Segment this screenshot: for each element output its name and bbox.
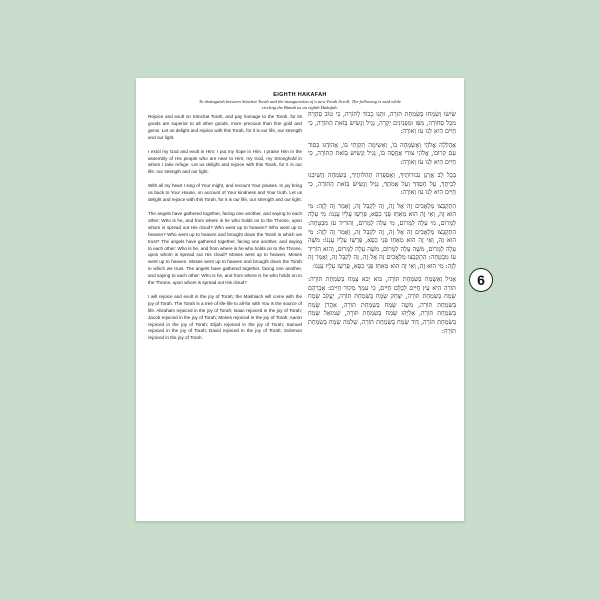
hebrew-paragraph: אֲהַלְלָה אֱלֹהַי וְאֶשְׂמְחָה בוֹ, וְאָשִׂימָה תִקְוָתִי בּוֹ, אֲהוֹדֶנּוּ בְּסוֹד עַם קְרוֹבוֹ, אֱלֹהֵי צוּרִי אֶחֱסֶה בּוֹ, נָגִיל וְנָשִׂישׂ בְּזֹאת הַתּוֹרָה, כִּי חַיִּים הִיא לָנוּ עֹז וְאוֹרָה: (308, 141, 456, 166)
page-title: EIGHTH HAKAFAH (273, 92, 327, 98)
english-paragraph: The angels have gathered together, facing one another, and saying to each other: Who is he, and from where is he who holds on to the Throne, upon whom is spread out His cloud? Who went up to heaven? Who went up to heaven? Who went up to heaven and brought down the Torah in which we trust? The angels have gathered together, facing one another, and saying to each other: Who is he, and from where is he who holds on to the Throne, upon whom is spread out His cloud? Moses went up to heaven, Moses went up to heaven. Moses went up to heaven and brought down the Torah in which we trust. The angels have gathered together, facing one another, and saying to each other: Who is he, and from where is he who holds on to the Throne, upon whom is spread out His cloud? (148, 210, 302, 286)
english-paragraph: With all my heart I sing of Your might, and recount Your praises. In joy bring us back to Your House, on account of Your kindness and Your truth. Let us delight and rejoice with this Torah, for it is our life, our strength and our light. (148, 183, 302, 203)
hebrew-paragraph: בְּכָל לֵב אֲרַנֵּן גְּבוּרוֹתֶיךָ, וַאֲסַפְּרָה תְהִלּוֹתֶיךָ, בְּשִׂמְחָה הֲשִׁיבֵנוּ לְבֵיתֶךָ, עַל חַסְדְּךָ וְעַל אֲמִתֶּךָ, נָגִיל וְנָשִׂישׂ בְּזֹאת הַתּוֹרָה, כִּי חַיִּים הִיא לָנוּ עֹז וְאוֹרָה: (308, 172, 456, 197)
page-number-badge: 6 (469, 268, 493, 292)
hebrew-paragraph: אָגִיל וְאֶשְׂמַח בְּשִׂמְחַת תּוֹרָה, בּוֹא יָבֹא צֶמַח בְּשִׂמְחַת תּוֹרָה: תּוֹרָה הִיא עֵץ חַיִּים לְכֻלָּם חַיִּים, כִּי עִמְּךָ מְקוֹר חַיִּים: אַבְרָהָם שָׂמַח בְּשִׂמְחַת תּוֹרָה, יִצְחָק שָׂמַח בְּשִׂמְחַת תּוֹרָה, יַעֲקֹב שָׂמַח בְּשִׂמְחַת תּוֹרָה, מֹשֶׁה שָׂמַח בְּשִׂמְחַת תּוֹרָה, אַהֲרֹן שָׂמַח בְּשִׂמְחַת תּוֹרָה, אֵלִיָּהוּ שָׂמַח בְּשִׂמְחַת תּוֹרָה, שְׁמוּאֵל שָׂמַח בְּשִׂמְחַת תּוֹרָה, דָּוִד שָׂמַח בְּשִׂמְחַת תּוֹרָה, שְׁלֹמֹה שָׂמַח בְּשִׂמְחַת תּוֹרָה: (308, 276, 456, 335)
hebrew-paragraph: הִתְקַבְּצוּ מַלְאָכִים זֶה אֶל זֶה, זֶה לְקַבֵּל זֶה, וְאָמַר זֶה לָזֶה: מִי הוּא זֶה, וְאֵי זֶה הוּא מְאַחֵז פְּנֵי כִסֵּא, פַּרְשֵׁז עָלָיו עֲנָנוֹ: מִי עָלָה לַמָּרוֹם, מִי עָלָה לַמָּרוֹם, מִי עָלָה לַמָּרוֹם, וְהוֹרִיד עֹז מִבְטָחָה: הִתְקַבְּצוּ מַלְאָכִים זֶה אֶל זֶה, זֶה לְקַבֵּל זֶה, וְאָמַר זֶה לָזֶה: מִי הוּא זֶה, וְאֵי זֶה הוּא מְאַחֵז פְּנֵי כִסֵּא, פַּרְשֵׁז עָלָיו עֲנָנוֹ: מֹשֶׁה עָלָה לַמָּרוֹם, מֹשֶׁה עָלָה לַמָּרוֹם, מֹשֶׁה עָלָה לַמָּרוֹם, וְהוּא הוֹרִיד עֹז מִבְטָחָה: הִתְקַבְּצוּ מַלְאָכִים זֶה אֶל זֶה, זֶה לְקַבֵּל זֶה, וְאָמַר זֶה לָזֶה: מִי הוּא זֶה, וְאֵי זֶה הוּא מְאַחֵז פְּנֵי כִסֵּא, פַּרְשֵׁז עָלָיו עֲנָנוֹ: (308, 202, 456, 270)
english-paragraph: Rejoice and exult on Simchat Torah, and pay homage to the Torah, for its goods are superior to all other goods, more precious than fine gold and gems. Let us delight and rejoice with this Torah, for it is our life, our strength and our light. (148, 114, 302, 140)
prayer-page (136, 78, 464, 521)
page-instruction: To distinguish between Simchat Torah and the inauguration of a new Torah Scroll, The following is said while circling the Bimah as an eighth Hakafah: (198, 99, 402, 110)
hebrew-column (308, 111, 456, 341)
english-paragraph: I extol my God and exult in Him; I put my hope in Him. I praise Him in the assembly of His people who are near to Him; my God, my Stronghold in whom I take refuge. Let us delight and rejoice with this Torah, for it is our life, our strength and our light. (148, 148, 302, 175)
english-paragraph: I will rejoice and exult in the joy of Torah; the Mashiach will come with the joy of Torah. The Torah is a tree of life-life to all-for with You is the source of life. Abraham rejoiced in the joy of Torah; Isaac rejoiced in the joy of Torah; Jacob rejoiced in the joy of Torah; Moses rejoiced in the joy of Torah; Aaron rejoiced in the joy of Torah; Elijah rejoiced in the joy of Torah; Samuel rejoiced in the joy of Torah; David rejoiced in the joy of Torah; Solomon rejoiced in the joy of Torah. (148, 293, 302, 341)
hebrew-paragraph: שִׂישׂוּ וְשִׂמְחוּ בְּשִׂמְחַת תּוֹרָה, וּתְנוּ כָבוֹד לַתּוֹרָה, כִּי טוֹב סַחְרָהּ מִכָּל סְחוֹרָה, מִפָּז וּמִפְּנִינִים יְקָרָה, נָגִיל וְנָשִׂישׂ בְּזֹאת הַתּוֹרָה, כִּי חַיִּים הִיא לָנוּ עֹז וְאוֹרָה: (308, 111, 456, 136)
english-column (148, 114, 302, 349)
